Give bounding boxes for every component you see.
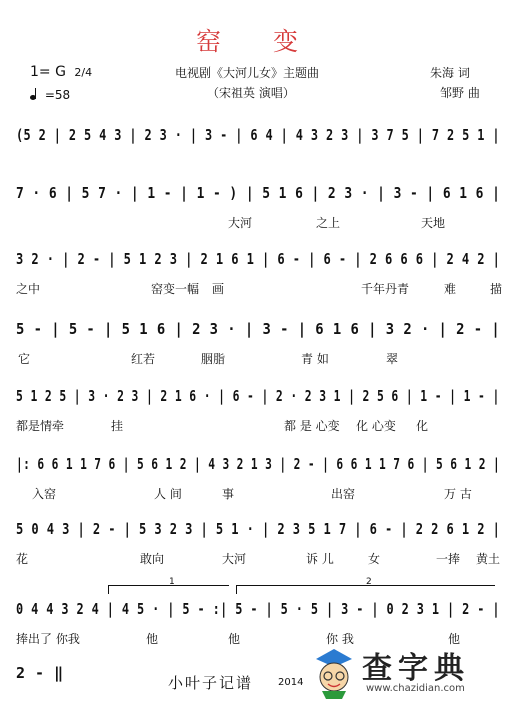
melody-line [16,600,500,622]
lyric-word: 他 [146,632,159,646]
lyric-word: 黄土 [476,552,501,566]
quarter-note-icon [30,95,36,100]
lyric-word: 描 [490,282,503,296]
lyric-word: 一捧 [436,552,461,566]
lyric-word: 花 [16,552,29,566]
lyric-word: 胭脂 [201,352,226,366]
lyric-word: 都 是 心变 [284,419,340,433]
melody-line [16,455,500,477]
lyric-word: 它 [18,352,31,366]
lyric-word: 红若 [131,352,156,366]
lyric-word: 敢向 [140,552,165,566]
lyric-word: 万 古 [444,487,472,501]
singer-credit: （宋祖英 演唱） [207,86,295,100]
lyric-word: 之上 [316,216,341,230]
melody-line [16,320,500,342]
lyric-word: 你 我 [326,632,354,646]
lyric-word: 人 间 [154,487,182,501]
lyric-word: 化 [416,419,429,433]
song-title: 窑 变 [196,27,320,56]
first-ending-number: 1 [169,577,175,587]
second-ending-number: 2 [366,577,372,587]
lyric-word: 大河 [228,216,253,230]
melody-notes: 5 - | 5 - | 5 1 6 | 2 3 · | 3 - | 6 1 6 | 3 2 · | 2 - | [16,320,501,338]
lyric-word: 窑变一幅 [151,282,200,296]
scholar-mascot-icon [312,645,356,699]
composer-credit: 邹野 曲 [440,86,480,100]
melody-notes: 3 2 · | 2 - | 5 1 2 3 | 2 1 6 1 | 6 - | 6 - | 2 6 6 6 | 2 4 2 | [16,250,501,268]
transcription-year: 2014 [278,677,304,688]
lyric-word: 入窑 [32,487,57,501]
first-ending-bracket [108,577,229,594]
lyric-word: 画 [212,282,225,296]
melody-line [16,387,500,409]
lyric-word: 大河 [222,552,247,566]
melody-line [16,126,500,148]
time-signature: 2/4 [74,66,93,79]
site-name: 查字典 [362,651,470,686]
lyric-word: 千年丹青 [361,282,410,296]
melody-notes: 5 1 2 5 | 3 · 2 3 | 2 1 6 · | 6 - | 2 · 2 3 1 | 2 5 6 | 1 - | 1 - | [16,387,500,405]
second-ending-bracket [236,577,495,594]
lyric-word: 挂 [111,419,124,433]
transcriber-signature: 小叶子记谱 [168,674,254,692]
lyric-word: 女 [368,552,381,566]
lyric-word: 诉 儿 [306,552,334,566]
tempo-marking [30,88,70,102]
lyric-word: 捧出了 你我 [16,632,80,646]
site-logo [312,641,502,705]
key-label: 1= G [30,64,66,80]
lyric-word: 翠 [386,352,399,366]
site-url[interactable]: www.chazidian.com [366,683,465,694]
lyric-word: 化 心变 [356,419,396,433]
lyric-word: 出窑 [331,487,356,501]
tempo-value: =58 [44,88,71,102]
melody-line [16,520,500,542]
lyric-word: 之中 [16,282,41,296]
lyricist-credit: 朱海 词 [430,66,470,80]
lyric-word: 他 [448,632,461,646]
lyric-word: 青 如 [301,352,329,366]
lyric-word: 天地 [421,216,446,230]
melody-notes: 7 · 6 | 5 7 · | 1 - | 1 - ) | 5 1 6 | 2 3 · | 3 - | 6 1 6 | [16,184,501,202]
melody-notes: |: 6 6 1 1 7 6 | 5 6 1 2 | 4 3 2 1 3 | 2 - | 6 6 1 1 7 6 | 5 6 1 2 | [16,455,501,473]
melody-notes: 2 - ‖ [16,664,64,682]
melody-notes: (5 2 | 2 5 4 3 | 2 3 · | 3 - | 6 4 | 4 3 2 3 | 3 7 5 | 7 2 5 1 | [16,126,500,144]
lyric-word: 他 [228,632,241,646]
melody-line [16,250,500,272]
melody-notes: 5 0 4 3 | 2 - | 5 3 2 3 | 5 1 · | 2 3 5 1 7 | 6 - | 2 2 6 1 2 | [16,520,501,538]
melody-notes: 0 4 4 3 2 4 | 4 5 · | 5 - :| 5 - | 5 · 5 | 3 - | 0 2 3 1 | 2 - | [16,600,500,618]
subtitle: 电视剧《大河儿女》主题曲 [175,66,320,80]
melody-line [16,184,500,206]
lyric-word: 都是情牵 [16,419,65,433]
lyric-word: 事 [222,487,235,501]
key-signature [30,64,92,80]
lyric-word: 难 [444,282,457,296]
